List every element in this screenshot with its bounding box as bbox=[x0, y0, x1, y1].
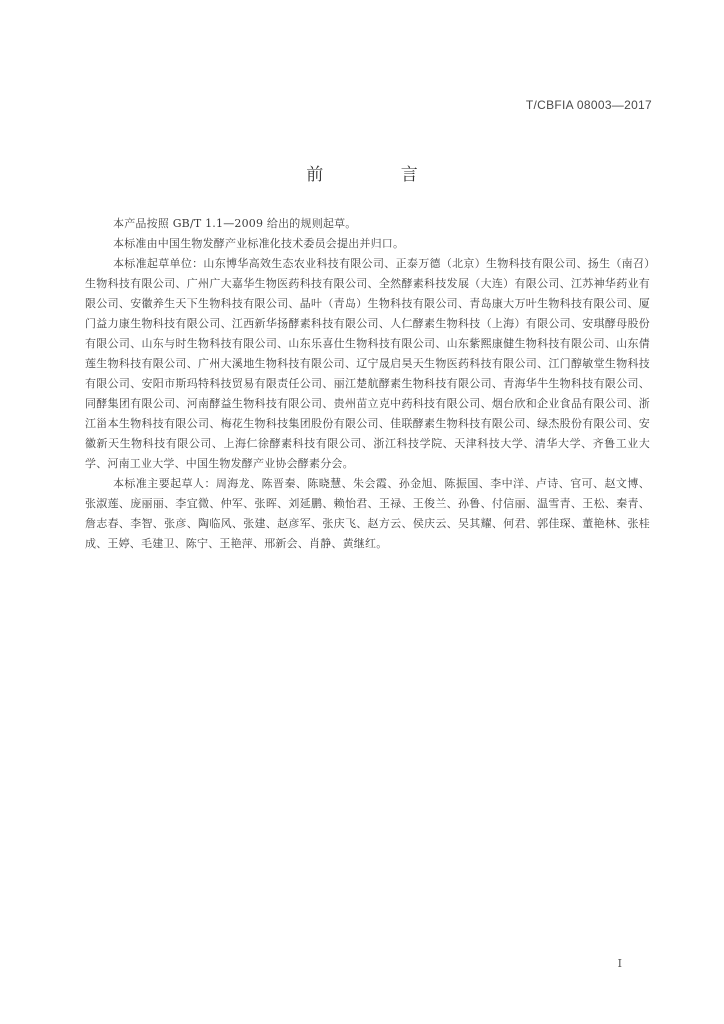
page-title: 前 言 bbox=[306, 165, 454, 185]
foreword-body bbox=[85, 214, 650, 554]
paragraph-drafters: 本标准主要起草人：周海龙、陈晋秦、陈晓慧、朱会霞、孙金旭、陈振国、李中洋、卢诗、官可、赵文博、张淑莲、庞丽丽、李宜微、仲军、张晖、刘延鹏、赖怡君、王禄、王俊兰、孙鲁、付信丽、温雪青、王松、秦青、詹志春、李智、张彦、陶临风、张建、赵彦军、张庆飞、赵方云、侯庆云、吴其耀、何君、郭佳琛、董艳林、张桂成、王婷、毛建卫、陈宁、王艳萍、邢新会、肖静、黄继红。 bbox=[85, 477, 650, 550]
page-number: I bbox=[617, 957, 622, 970]
standard-number: T/CBFIA 08003—2017 bbox=[525, 98, 652, 112]
paragraph-drafting-units: 本标准起草单位：山东博华高效生态农业科技有限公司、正泰万德（北京）生物科技有限公司、扬生（南召）生物科技有限公司、广州广大嘉华生物医药科技有限公司、全然酵素科技发展（大连）有限公司、江苏神华药业有限公司、安徽养生天下生物科技有限公司、晶叶（青岛）生物科技有限公司、青岛康大万叶生物科技有限公司、厦门益力康生物科技有限公司、江西新华扬酵素科技有限公司、人仁酵素生物科技（上海）有限公司、安琪酵母股份有限公司、山东与时生物科技有限公司、山东乐喜仕生物科技有限公司、山东紫熙康健生物科技有限公司、山东倩莲生物科技有限公司、广州大溪地生物科技有限公司、辽宁晟启昊天生物医药科技有限公司、江门醇敏堂生物科技有限公司、安阳市斯玛特科技贸易有限责任公司、丽江楚航酵素生物科技有限公司、青海华牛生物科技有限公司、同酵集团有限公司、河南酵益生物科技有限公司、贵州苗立克中药科技有限公司、烟台欣和企业食品有限公司、浙江甾本生物科技有限公司、梅花生物科技集团股份有限公司、佳联酵素生物科技有限公司、绿杰股份有限公司、安徽新天生物科技有限公司、上海仁徐酵素科技有限公司、浙江科技学院、天津科技大学、清华大学、齐鲁工业大学、河南工业大学、中国生物发酵产业协会酵素分会。 bbox=[85, 257, 650, 470]
paragraph-proposer: 本标准由中国生物发酵产业标准化技术委员会提出并归口。 bbox=[113, 237, 405, 250]
paragraph-drafting-rules: 本产品按照 GB/T 1.1—2009 给出的规则起草。 bbox=[113, 217, 357, 230]
